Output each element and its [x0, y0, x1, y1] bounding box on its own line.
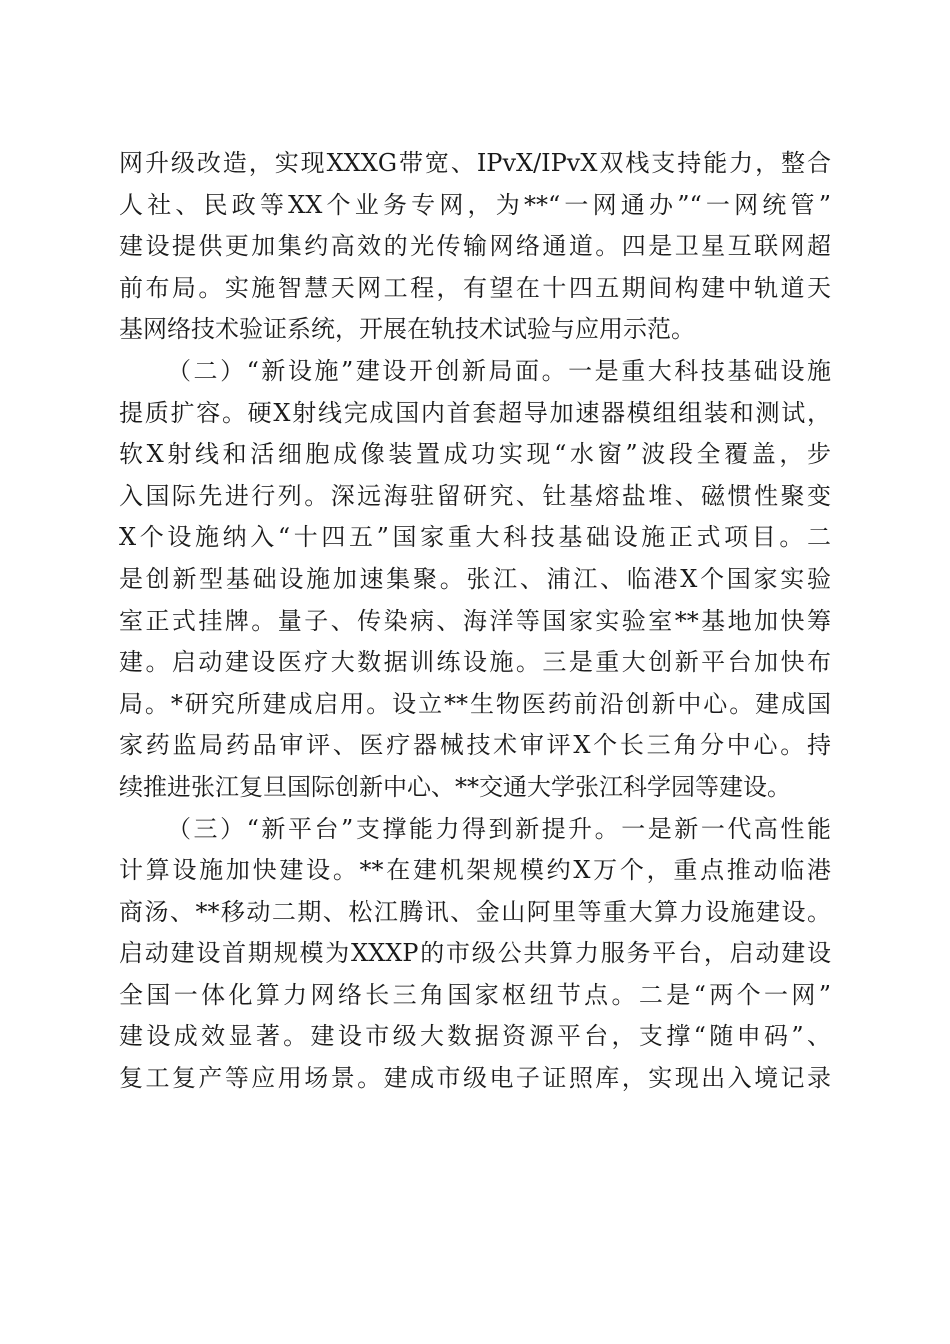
text-line: 建。启动建设医疗大数据训练设施。三是重大创新平台加快布	[119, 648, 831, 677]
text-line: （三）“新平台”支撑能力得到新提升。一是新一代高性能	[167, 814, 831, 843]
text-line: 网升级改造，实现XXXG带宽、IPvX/IPvX双栈支持能力，整合	[119, 149, 831, 177]
text-line: 复工复产等应用场景。建成市级电子证照库，实现出入境记录	[119, 1064, 831, 1093]
text-line: X个设施纳入“十四五”国家重大科技基础设施正式项目。二	[119, 523, 831, 552]
text-line: 商汤、**移动二期、松江腾讯、金山阿里等重大算力设施建设。	[119, 897, 831, 926]
text-line: 启动建设首期规模为XXXP的市级公共算力服务平台，启动建设	[119, 939, 831, 968]
body-text	[119, 143, 831, 1100]
text-line: 计算设施加快建设。**在建机架规模约X万个，重点推动临港	[119, 856, 831, 885]
text-line: 建设成效显著。建设市级大数据资源平台，支撑“随申码”、	[119, 1022, 831, 1051]
text-line: 人社、民政等XX个业务专网，为**“一网通办”“一网统管”	[119, 190, 831, 219]
text-line: 前布局。实施智慧天网工程，有望在十四五期间构建中轨道天	[119, 273, 831, 302]
text-line: 局。*研究所建成启用。设立**生物医药前沿创新中心。建成国	[119, 689, 831, 718]
text-line: 是创新型基础设施加速集聚。张江、浦江、临港X个国家实验	[119, 564, 831, 593]
text-line: 家药监局药品审评、医疗器械技术审评X个长三角分中心。持	[119, 731, 831, 760]
text-line: 室正式挂牌。量子、传染病、海洋等国家实验室**基地加快筹	[119, 606, 831, 635]
text-line: 建设提供更加集约高效的光传输网络通道。四是卫星互联网超	[119, 232, 831, 261]
text-line: 基网络技术验证系统，开展在轨技术试验与应用示范。	[119, 315, 695, 344]
text-line: 续推进张江复旦国际创新中心、**交通大学张江科学园等建设。	[119, 772, 791, 801]
text-line: 软X射线和活细胞成像装置成功实现“水窗”波段全覆盖，步	[119, 440, 831, 469]
text-line: 全国一体化算力网络长三角国家枢纽节点。二是“两个一网”	[119, 980, 831, 1009]
text-line: 提质扩容。硬X射线完成国内首套超导加速器模组组装和测试，	[119, 398, 831, 427]
text-line: 入国际先进行列。深远海驻留研究、钍基熔盐堆、磁惯性聚变	[119, 481, 831, 510]
text-line: （二）“新设施”建设开创新局面。一是重大科技基础设施	[167, 356, 831, 385]
